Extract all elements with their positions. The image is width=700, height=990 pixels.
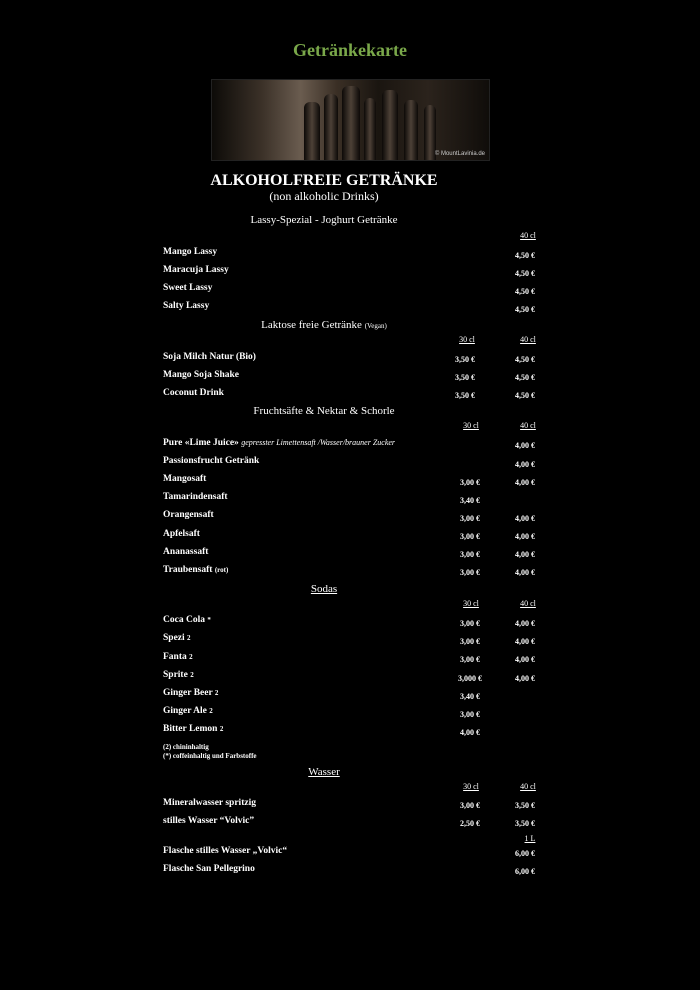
price-40: 4,50 € — [515, 269, 535, 278]
price-40: 4,00 € — [515, 532, 535, 541]
item-note: (rot) — [214, 566, 229, 574]
price-1l: 6,00 € — [515, 867, 535, 876]
item-footnote: 2 — [190, 671, 194, 679]
price-40: 4,00 € — [515, 619, 535, 628]
menu-item: Apfelsaft — [163, 529, 200, 539]
laktose-title — [0, 319, 648, 331]
price-40: 4,00 € — [515, 441, 535, 450]
price-40: 4,50 € — [515, 373, 535, 382]
price-30: 3,00 € — [460, 637, 480, 646]
item-name: Ginger Beer — [163, 688, 213, 698]
menu-item: Maracuja Lassy — [163, 265, 229, 275]
price-1l: 6,00 € — [515, 849, 535, 858]
item-name: Sprite — [163, 670, 188, 680]
price-30: 3,00 € — [460, 478, 480, 487]
sodas-col-30: 30 cl — [463, 599, 479, 608]
price-40: 4,00 € — [515, 655, 535, 664]
menu-item: Flasche San Pellegrino — [163, 864, 255, 874]
item-name: Coca Cola — [163, 615, 205, 625]
item-description: gepresster Limettensaft /Wasser/brauner Zucker — [241, 438, 396, 447]
price-40: 3,50 € — [515, 819, 535, 828]
menu-item — [163, 615, 211, 625]
section-subheading: (non alkoholic Drinks) — [269, 189, 379, 203]
price-30: 3,00 € — [460, 655, 480, 664]
menu-item: Sweet Lassy — [163, 283, 213, 293]
item-name: Bitter Lemon — [163, 724, 218, 734]
price-30: 3,50 € — [455, 373, 475, 382]
saefte-col-40: 40 cl — [520, 421, 536, 430]
menu-item — [163, 688, 218, 698]
price-40: 4,00 € — [515, 637, 535, 646]
menu-item: Ananassaft — [163, 547, 209, 557]
vegan-note: (Vegan) — [364, 322, 387, 330]
price-30: 3,000 € — [458, 674, 482, 683]
price-30: 3,40 € — [460, 692, 480, 701]
menu-item: Orangensaft — [163, 510, 214, 520]
menu-item — [163, 438, 395, 448]
item-footnote: * — [207, 616, 211, 624]
item-footnote: 2 — [189, 653, 193, 661]
footnote-chinin: (2) chininhaltig — [163, 743, 209, 751]
laktose-title-text: Laktose freie Getränke — [261, 319, 362, 331]
price-40: 4,50 € — [515, 251, 535, 260]
sodas-col-40: 40 cl — [520, 599, 536, 608]
menu-item — [163, 670, 194, 680]
menu-item: Tamarindensaft — [163, 492, 228, 502]
price-40: 4,00 € — [515, 514, 535, 523]
price-40: 4,00 € — [515, 568, 535, 577]
item-name: Pure «Lime Juice» — [163, 438, 239, 448]
menu-item — [163, 565, 228, 575]
item-name: Ginger Ale — [163, 706, 207, 716]
price-30: 3,00 € — [460, 568, 480, 577]
price-40: 3,50 € — [515, 801, 535, 810]
price-30: 3,40 € — [460, 496, 480, 505]
menu-item: Coconut Drink — [163, 388, 224, 398]
menu-item: Soja Milch Natur (Bio) — [163, 352, 256, 362]
price-40: 4,00 € — [515, 550, 535, 559]
price-40: 4,50 € — [515, 287, 535, 296]
section-heading: ALKOHOLFREIE GETRÄNKE — [210, 172, 438, 189]
item-footnote: 2 — [209, 707, 213, 715]
lassy-col-40: 40 cl — [520, 231, 536, 240]
item-name: Traubensaft — [163, 565, 213, 575]
menu-item: Mineralwasser spritzig — [163, 798, 256, 808]
menu-item: Mangosaft — [163, 474, 207, 484]
menu-item: Mango Soja Shake — [163, 370, 240, 380]
item-footnote: 2 — [219, 725, 224, 733]
item-footnote: 2 — [214, 689, 219, 697]
price-30: 3,00 € — [460, 550, 480, 559]
menu-item — [163, 724, 223, 734]
saefte-title: Fruchtsäfte & Nektar & Schorle — [253, 405, 395, 417]
item-footnote: 2 — [187, 634, 191, 642]
menu-item: Salty Lassy — [163, 301, 210, 311]
price-30: 3,00 € — [460, 710, 480, 719]
item-name: Spezi — [163, 633, 185, 643]
price-40: 4,50 € — [515, 391, 535, 400]
wasser-col-30: 30 cl — [463, 782, 479, 791]
menu-item: stilles Wasser “Volvic” — [163, 816, 255, 826]
wasser-col-1l: 1 L — [524, 834, 536, 843]
price-40: 4,00 € — [515, 460, 535, 469]
price-30: 3,50 € — [455, 355, 475, 364]
price-30: 4,00 € — [460, 728, 480, 737]
laktose-col-30: 30 cl — [459, 335, 475, 344]
footnote-coffein: (*) coffeinhaltig und Farbstoffe — [163, 752, 257, 760]
menu-item — [163, 633, 191, 643]
saefte-col-30: 30 cl — [463, 421, 479, 430]
menu-item: Mango Lassy — [163, 247, 218, 257]
price-30: 2,50 € — [460, 819, 480, 828]
bar-bottles-photo — [211, 79, 490, 161]
laktose-col-40: 40 cl — [520, 335, 536, 344]
price-30: 3,00 € — [460, 801, 480, 810]
menu-title: Getränkekarte — [293, 40, 407, 60]
price-30: 3,00 € — [460, 514, 480, 523]
wasser-col-40: 40 cl — [520, 782, 536, 791]
price-30: 3,00 € — [460, 619, 480, 628]
price-30: 3,00 € — [460, 532, 480, 541]
price-40: 4,00 € — [515, 674, 535, 683]
price-40: 4,50 € — [515, 355, 535, 364]
lassy-title: Lassy-Spezial - Joghurt Getränke — [250, 214, 398, 226]
footnotes — [163, 743, 257, 761]
price-40: 4,50 € — [515, 305, 535, 314]
sodas-title: Sodas — [310, 583, 338, 595]
menu-item: Flasche stilles Wasser „Volvic“ — [163, 846, 288, 856]
photo-credit: © MountLavinia.de — [434, 151, 485, 157]
menu-item: Passionsfrucht Getränk — [163, 456, 260, 466]
wasser-title: Wasser — [308, 766, 340, 778]
price-30: 3,50 € — [455, 391, 475, 400]
price-40: 4,00 € — [515, 478, 535, 487]
menu-item — [163, 706, 213, 716]
menu-item — [163, 652, 193, 662]
item-name: Fanta — [163, 652, 187, 662]
